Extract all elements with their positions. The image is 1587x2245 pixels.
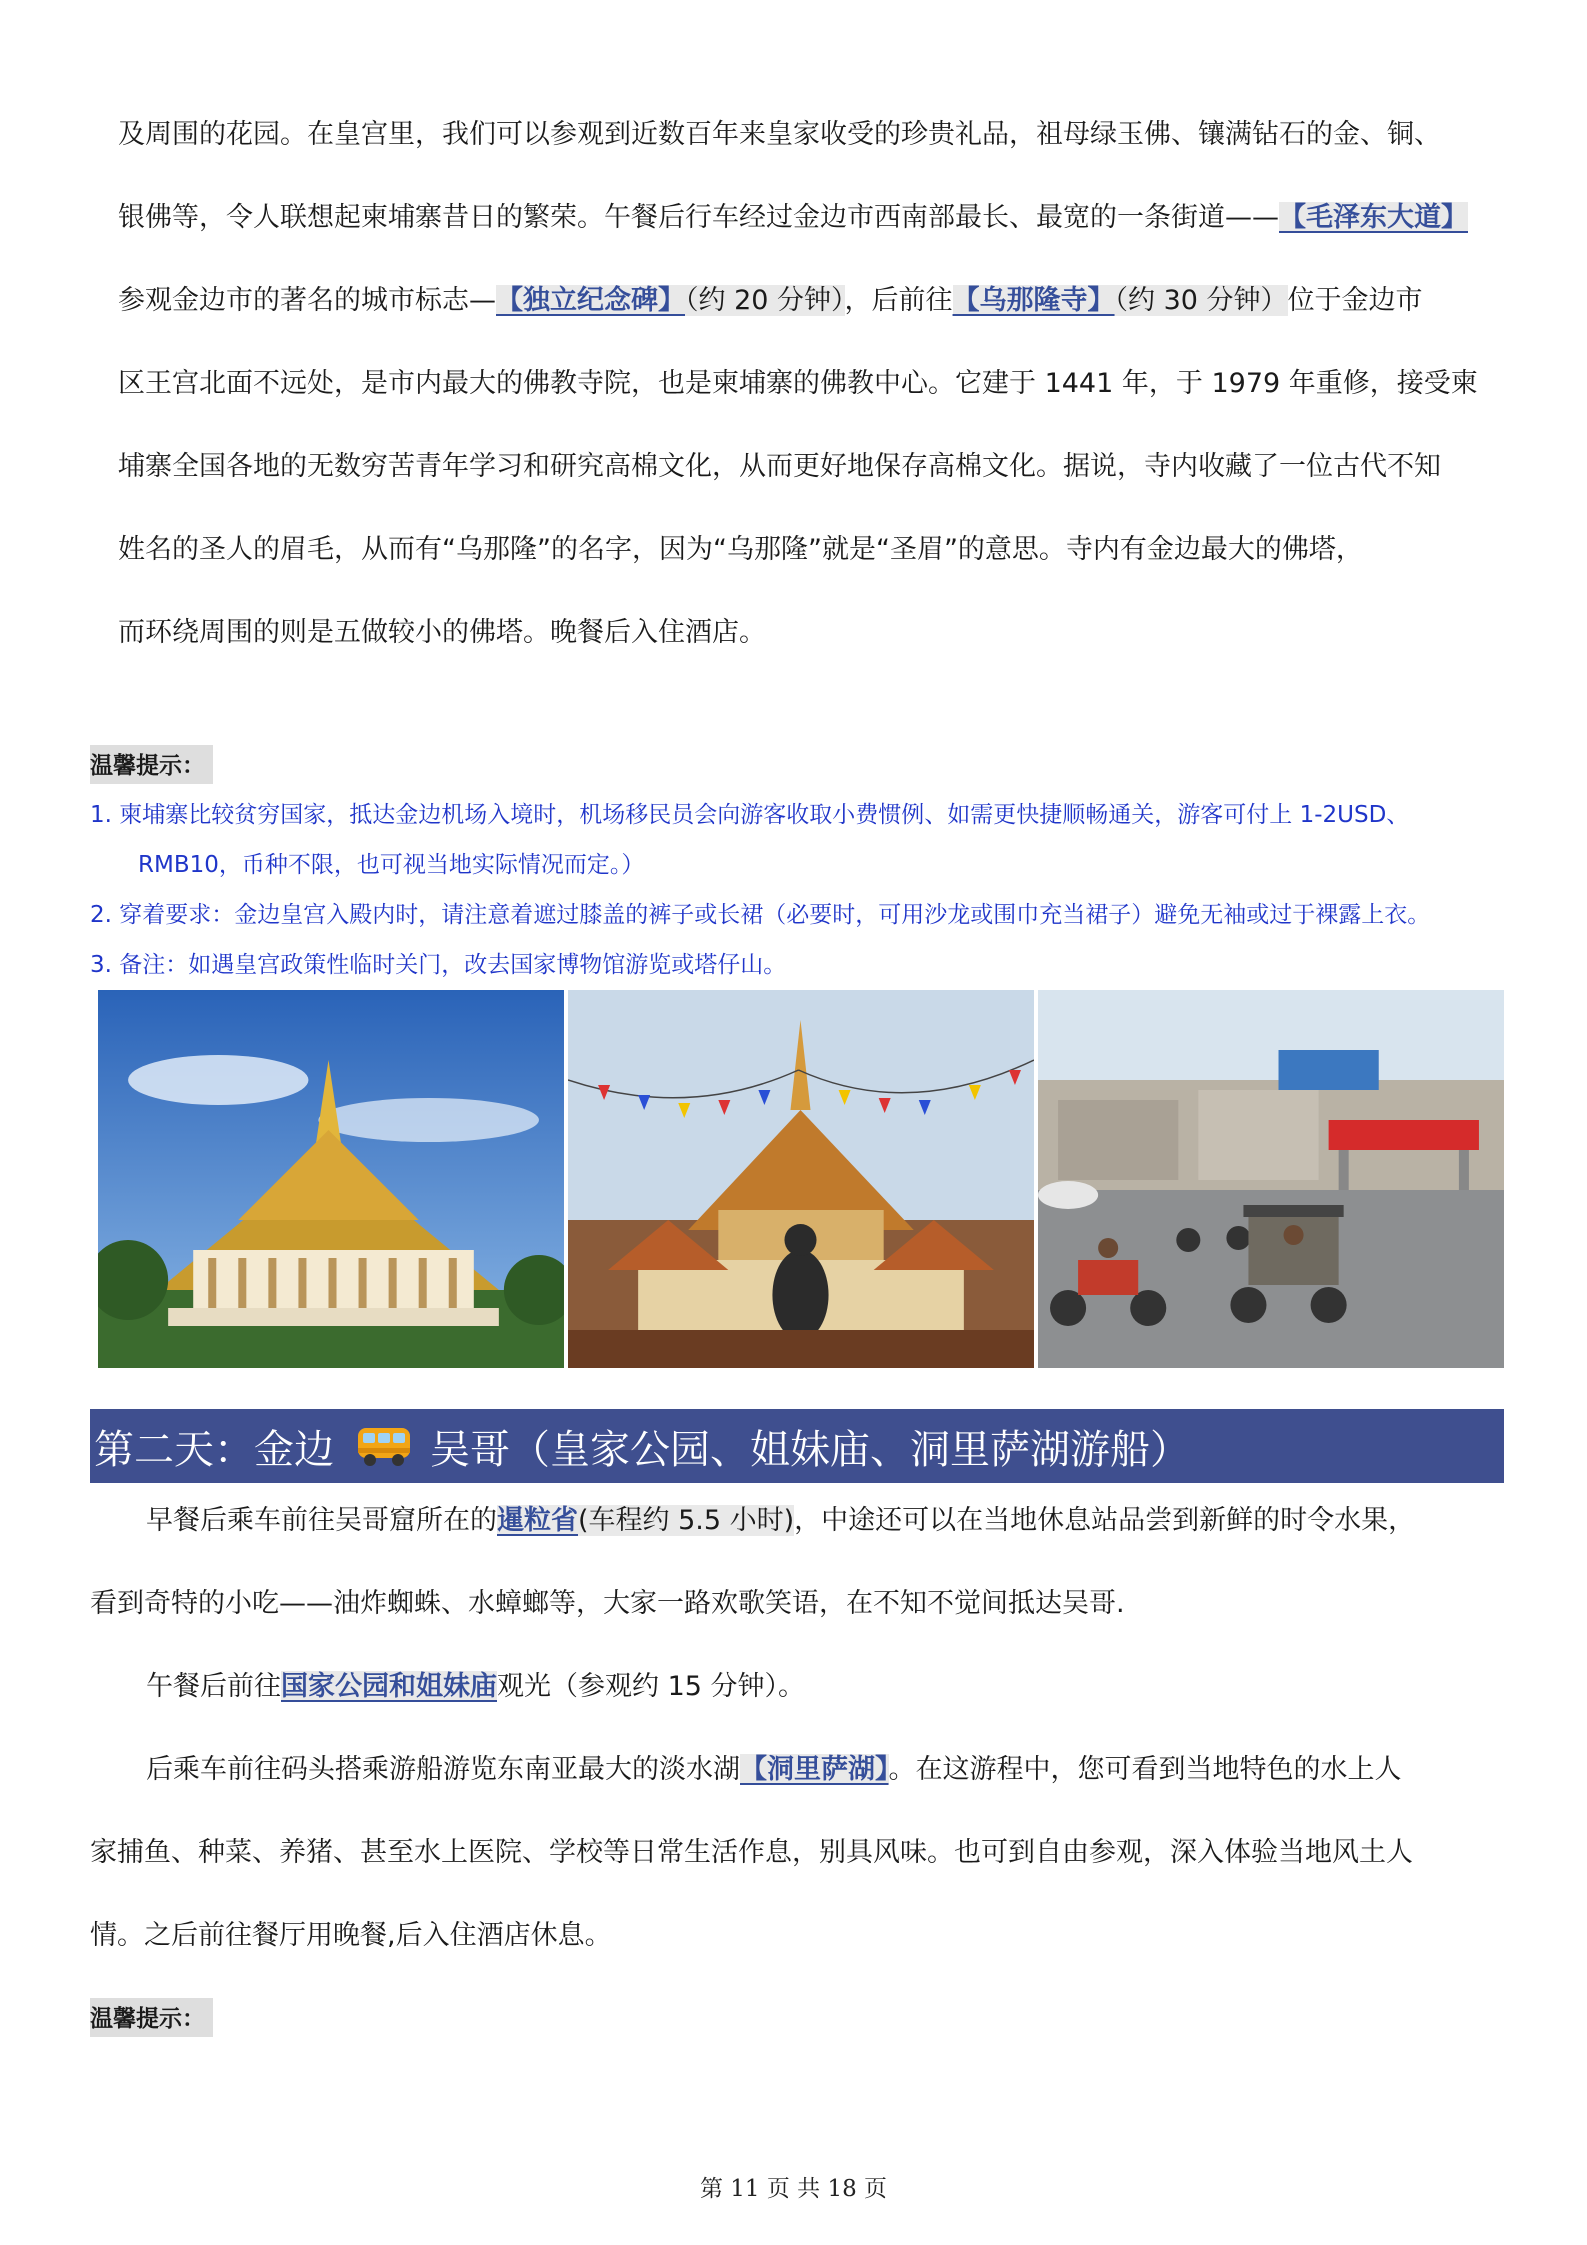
day1-text xyxy=(118,93,1504,674)
day1-line-1: 及周围的花园。在皇宫里，我们可以参观到近数百年来皇家收受的珍贵礼品，祖母绿玉佛、镶满钻石的金、铜、 xyxy=(118,119,1441,150)
day2-text xyxy=(90,1479,1504,1977)
day1-line-4: 区王宫北面不远处，是市内最大的佛教寺院，也是柬埔寨的佛教中心。它建于 1441 年，于 1979 年重修，接受柬 xyxy=(118,368,1478,399)
day2-tip-title: 温馨提示： xyxy=(90,1998,213,2037)
street-tuk-tuk-icon xyxy=(1038,990,1504,1368)
temple-stupa-icon xyxy=(568,990,1034,1368)
day2-para-1: 早餐后乘车前往吴哥窟所在的暹粒省(车程约 5.5 小时)，中途还可以在当地休息站品尝到新鲜的时令水果， xyxy=(146,1505,1416,1536)
day2-header-title-a: 第二天：金边 xyxy=(94,1426,334,1473)
wat-phnom-photo xyxy=(568,990,1034,1368)
day2-para-3: 后乘车前往码头搭乘游船游览东南亚最大的淡水湖【洞里萨湖】。在这游程中，您可看到当地特色的水上人 xyxy=(146,1754,1402,1785)
day1-line-2: 银佛等，令人联想起柬埔寨昔日的繁荣。午餐后行车经过金边市西南部最长、最宽的一条街道——【毛泽东大道】 xyxy=(118,202,1468,233)
royal-palace-icon xyxy=(98,990,564,1368)
national-park-link[interactable]: 国家公园和姐妹庙 xyxy=(281,1671,497,1702)
day1-line-6: 姓名的圣人的眉毛，从而有“乌那隆”的名字，因为“乌那隆”就是“圣眉”的意思。寺内有金边最大的佛塔， xyxy=(118,534,1363,565)
day2-header xyxy=(90,1409,1504,1483)
siem-reap-link[interactable]: 暹粒省 xyxy=(497,1505,578,1536)
day2-para-3-cont: 家捕鱼、种菜、养猪、甚至水上医院、学校等日常生活作息，别具风味。也可到自由参观，深入体验当地风土人 xyxy=(90,1837,1413,1868)
day1-line-7: 而环绕周围的则是五做较小的佛塔。晚餐后入住酒店。 xyxy=(118,617,766,648)
page-footer: 第 11 页 共 18 页 xyxy=(699,2176,888,2202)
day2-para-3-end: 情。之后前往餐厅用晚餐,后入住酒店休息。 xyxy=(90,1920,612,1951)
tonle-sap-link[interactable]: 【洞里萨湖】 xyxy=(740,1754,889,1785)
day2-para-1-cont: 看到奇特的小吃——油炸蜘蛛、水蟑螂等，大家一路欢歌笑语，在不知不觉间抵达吴哥. xyxy=(90,1588,1125,1619)
street-scene-photo xyxy=(1038,990,1504,1368)
tip-item-3: 3. 备注：如遇皇宫政策性临时关门，改去国家博物馆游览或塔仔山。 xyxy=(90,952,787,978)
independence-monument-link[interactable]: 【独立纪念碑】 xyxy=(496,285,685,316)
tip-item-1-cont: RMB10，币种不限，也可视当地实际情况而定。） xyxy=(138,852,645,878)
day1-line-3: 参观金边市的著名的城市标志—【独立纪念碑】（约 20 分钟），后前往【乌那隆寺】（约 30 分钟）位于金边市 xyxy=(118,285,1423,316)
day1-tips xyxy=(90,790,1510,990)
day1-line-5: 埔寨全国各地的无数穷苦青年学习和研究高棉文化，从而更好地保存高棉文化。据说，寺内收藏了一位古代不知 xyxy=(118,451,1441,482)
day2-para-2: 午餐后前往国家公园和姐妹庙观光（参观约 15 分钟）。 xyxy=(146,1671,806,1702)
day2-header-title-b: 吴哥（皇家公园、姐妹庙、洞里萨湖游船） xyxy=(430,1426,1190,1473)
day1-tip-title: 温馨提示： xyxy=(90,745,213,784)
photo-strip xyxy=(98,990,1504,1368)
tip-item-1: 1. 柬埔寨比较贫穷国家，抵达金边机场入境时，机场移民员会向游客收取小费惯例、如需更快捷顺畅通关，游客可付上 1-2USD、 xyxy=(90,802,1410,828)
tip-item-2: 2. 穿着要求：金边皇宫入殿内时，请注意着遮过膝盖的裤子或长裙（必要时，可用沙龙或围巾充当裙子）避免无袖或过于裸露上衣。 xyxy=(90,902,1431,928)
royal-palace-photo xyxy=(98,990,564,1368)
wat-ounalom-link[interactable]: 【乌那隆寺】 xyxy=(952,285,1115,316)
mao-zedong-blvd-link[interactable]: 【毛泽东大道】 xyxy=(1279,202,1468,233)
bus-icon xyxy=(356,1424,412,1468)
